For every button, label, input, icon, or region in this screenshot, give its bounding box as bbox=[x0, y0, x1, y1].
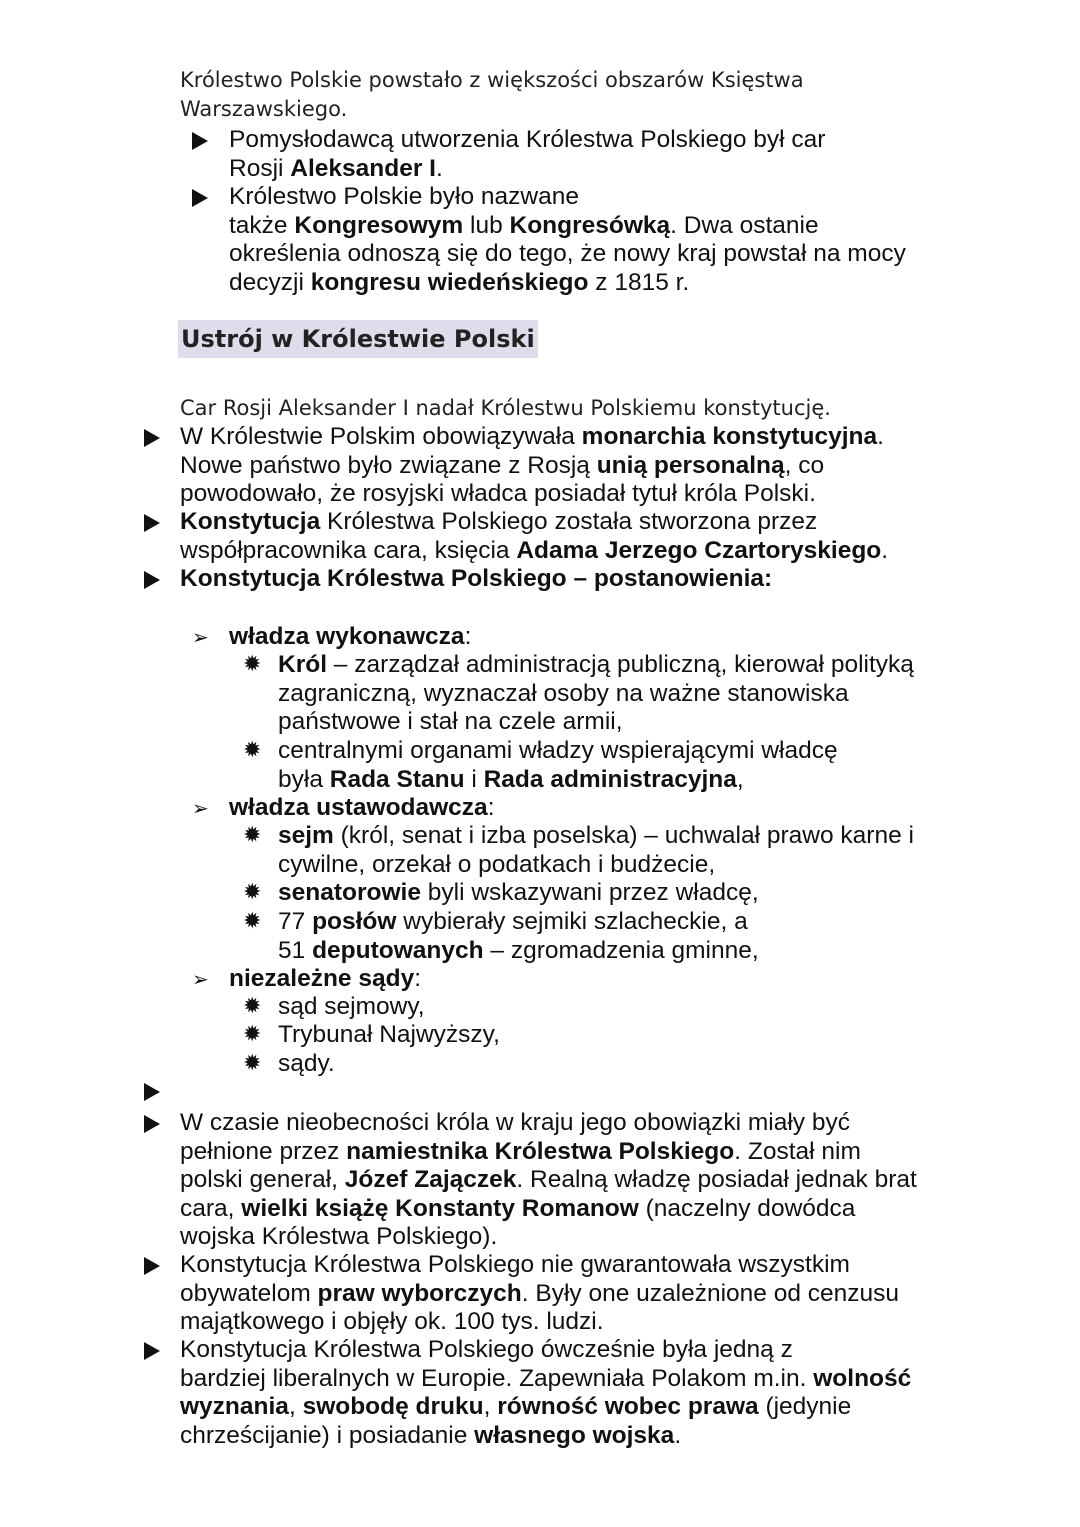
star-bullet-icon: ✹ bbox=[243, 823, 262, 848]
bullet-names: Królestwo Polskie było nazwane także Kongresowym lub Kongresówką. Dwa ostanie określenia odnoszą się do tego, że nowy kraj powstał na mocy decyzji kongresu wiedeńskiego z 1815 r. bbox=[229, 183, 906, 296]
leg-sejm: sejm (król, senat i izba poselska) – uchwalał prawo karne i cywilne, orzekał o podatkach i budżecie, bbox=[278, 822, 914, 878]
exec-king: Król – zarządzał administracją publiczną, kierował polityką zagraniczną, wyznaczał osoby na ważne stanowiska państwowe i stał na czele armii, bbox=[278, 651, 914, 736]
arrow-bullet-icon bbox=[144, 571, 160, 589]
arrow-bullet-icon bbox=[144, 1257, 160, 1275]
star-bullet-icon: ✹ bbox=[243, 1051, 262, 1076]
legislative-power: władza ustawodawcza: bbox=[229, 794, 495, 821]
bullet-viceroy: W czasie nieobecności króla w kraju jego obowiązki miały być pełnione przez namiestnika Królestwa Polskiego. Został nim polski generał, Józef Zajączek. Realną władzę posiadał jednak brat cara, wielki książę Konstanty Romanow (naczelny dowódca wojska Królestwa Polskiego). bbox=[180, 1109, 917, 1251]
constitution-intro: Car Rosji Aleksander I nadał Królestwu Polskiemu konstytucję. bbox=[180, 396, 831, 420]
star-bullet-icon: ✹ bbox=[243, 880, 262, 905]
executive-power: władza wykonawcza: bbox=[229, 623, 472, 650]
star-bullet-icon: ✹ bbox=[243, 652, 262, 677]
court-item: Trybunał Najwyższy, bbox=[278, 1021, 500, 1048]
leg-senators: senatorowie byli wskazywani przez władcę, bbox=[278, 879, 759, 906]
leg-deputies: 77 posłów wybierały sejmiki szlacheckie, a 51 deputowanych – zgromadzenia gminne, bbox=[278, 908, 759, 964]
bullet-author: Konstytucja Królestwa Polskiego została stworzona przez współpracownika cara, księcia Adama Jerzego Czartoryskiego. bbox=[180, 508, 889, 564]
exec-councils: centralnymi organami władzy wspierającymi władcę była Rada Stanu i Rada administracyjna, bbox=[278, 737, 838, 793]
arrow-bullet-icon bbox=[144, 514, 160, 532]
star-bullet-icon: ✹ bbox=[243, 738, 262, 763]
arrow-bullet-icon bbox=[144, 1342, 160, 1360]
arrow-bullet-icon bbox=[192, 189, 208, 207]
chevron-right-icon: ➢ bbox=[192, 967, 209, 991]
intro-line-1: Królestwo Polskie powstało z większości obszarów Księstwa bbox=[180, 68, 804, 92]
star-bullet-icon: ✹ bbox=[243, 994, 262, 1019]
arrow-bullet-icon bbox=[192, 132, 208, 150]
independent-courts: niezależne sądy: bbox=[229, 965, 422, 992]
bullet-voting: Konstytucja Królestwa Polskiego nie gwarantowała wszystkim obywatelom praw wyborczych. Były one uzależnione od cenzusu majątkowego i objęły ok. 100 tys. ludzi. bbox=[180, 1251, 900, 1336]
arrow-bullet-icon bbox=[144, 1083, 160, 1101]
star-bullet-icon: ✹ bbox=[243, 909, 262, 934]
court-item: sądy. bbox=[278, 1050, 335, 1077]
bullet-liberal: Konstytucja Królestwa Polskiego ówcześnie była jedną z bardziej liberalnych w Europie. Zapewniała Polakom m.in. wolność wyznania, swobodę druku, równość wobec prawa (jedynie chrześcijanie) i posiadanie własnego wojska. bbox=[180, 1336, 912, 1449]
court-item: sąd sejmowy, bbox=[278, 993, 425, 1020]
chevron-right-icon: ➢ bbox=[192, 625, 209, 649]
star-bullet-icon: ✹ bbox=[243, 1022, 262, 1047]
intro-line-2: Warszawskiego. bbox=[180, 96, 348, 121]
bullet-founder: Pomysłodawcą utworzenia Królestwa Polskiego był car Rosji Aleksander I. bbox=[229, 126, 826, 182]
bullet-provisions: Konstytucja Królestwa Polskiego – postanowienia: bbox=[180, 565, 773, 592]
arrow-bullet-icon bbox=[144, 429, 160, 447]
bullet-monarchy: W Królestwie Polskim obowiązywała monarchia konstytucyjna. Nowe państwo było związane z Rosją unią personalną, co powodowało, że rosyjski władca posiadał tytuł króla Polski. bbox=[180, 423, 884, 508]
arrow-bullet-icon bbox=[144, 1115, 160, 1133]
section-heading: Ustrój w Królestwie Polski bbox=[178, 320, 538, 358]
intro-paragraph bbox=[180, 66, 804, 123]
chevron-right-icon: ➢ bbox=[192, 796, 209, 820]
